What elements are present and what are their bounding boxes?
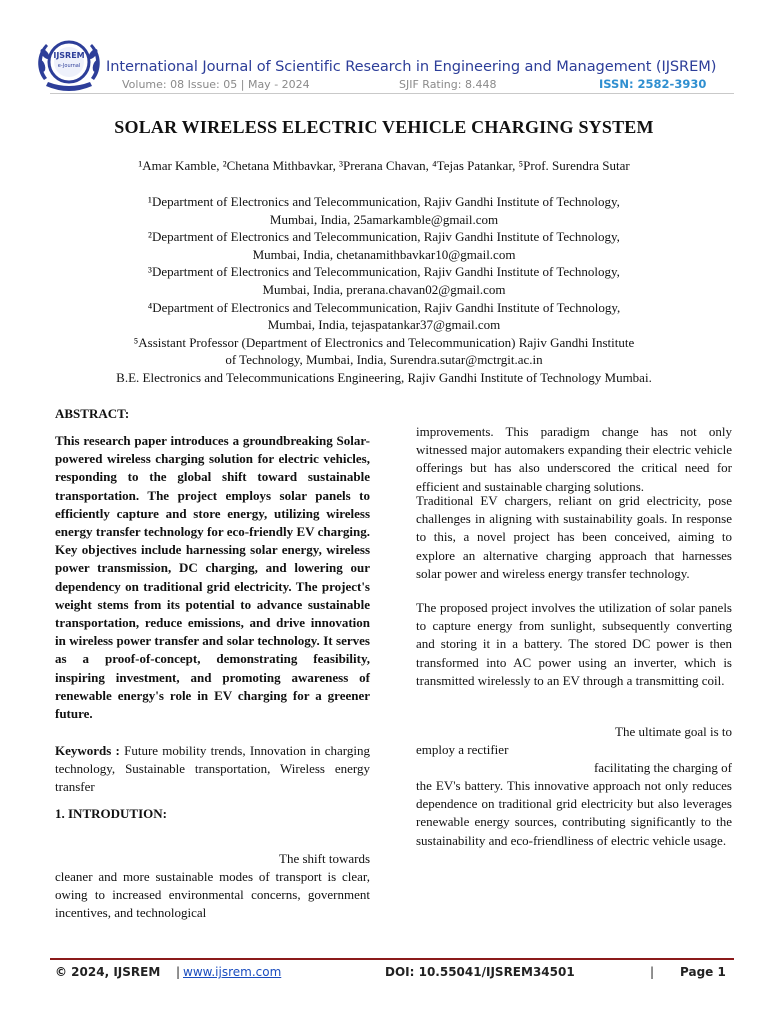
program-line: B.E. Electronics and Telecommunications Engineering, Rajiv Gandhi Institute of Technology Mumbai. (116, 369, 652, 385)
intro-paragraph-3: The proposed project involves the utilization of solar panels to capture energy from sunlight, subsequently converting and storing it in a battery. The stored DC power is then transformed into AC power using an inverter, which is transmitted wirelessly to an EV through a transmitting coil. (416, 600, 732, 688)
footer-rule (50, 958, 734, 960)
logo-top-text: IJSREM (53, 51, 85, 60)
affiliation-line: Mumbai, India, tejaspatankar37@gmail.com (267, 317, 501, 333)
keywords-label: Keywords : (55, 743, 120, 758)
affiliation-line: Mumbai, India, chetanamithbavkar10@gmail.com (252, 246, 516, 262)
footer-doi: DOI: 10.55041/IJSREM34501 (385, 965, 575, 979)
journal-logo (34, 36, 104, 96)
goal-line-2: employ a rectifier (416, 742, 509, 757)
affiliation-line: ⁴Department of Electronics and Telecommunication, Rajiv Gandhi Institute of Technology, (147, 299, 621, 315)
affiliation-line: ¹Department of Electronics and Telecommunication, Rajiv Gandhi Institute of Technology, (148, 194, 620, 209)
intro-text: cleaner and more sustainable modes of transport is clear, owing to increased environmental concerns, government incentives, and technological (55, 869, 370, 921)
intro-paragraph-2: Traditional EV chargers, reliant on grid electricity, pose challenges in aligning with sustainability goals. In response to this, a novel project has been conceived, aiming to explore an alternative charging approach that harnesses solar power and wireless energy transfer technology. (416, 493, 732, 581)
volume-info: Volume: 08 Issue: 05 | May - 2024 (122, 78, 310, 91)
footer-separator: | (176, 965, 181, 979)
footer-separator: | (650, 965, 655, 979)
keywords (55, 742, 370, 797)
sjif-rating: SJIF Rating: 8.448 (399, 78, 497, 91)
paper-title: SOLAR WIRELESS ELECTRIC VEHICLE CHARGING SYSTEM (114, 117, 654, 137)
goal-line-3: facilitating the charging of (593, 760, 732, 775)
author-list: ¹Amar Kamble, ²Chetana Mithbavkar, ³Prerana Chavan, ⁴Tejas Patankar, ⁵Prof. Surendra Sutar (138, 158, 630, 173)
intro-paragraph-1: improvements. This paradigm change has not only witnessed major automakers expanding their electric vehicle offerings but has also underscored the critical need for efficient and sustainable charging solutions. (416, 424, 732, 494)
goal-lead: The ultimate goal is to (615, 724, 732, 739)
abstract-heading: ABSTRACT: (55, 406, 130, 421)
affiliation-line: ⁵Assistant Professor (Department of Electronics and Telecommunication) Rajiv Gandhi Institute (133, 334, 635, 350)
footer-website-link[interactable]: www.ijsrem.com (183, 965, 282, 979)
journal-title: International Journal of Scientific Research in Engineering and Management (IJSREM) (106, 58, 717, 75)
intro-paragraph-4: the EV's battery. This innovative approach not only reduces dependence on traditional grid electricity but also leverages renewable energy sources, contributing significantly to the sustainability and eco-friendliness of electric vehicle usage. (416, 778, 732, 848)
affiliation-line: Mumbai, India, prerana.chavan02@gmail.com (262, 281, 506, 297)
affiliation-line: of Technology, Mumbai, India, Surendra.sutar@mctrgit.ac.in (225, 352, 543, 368)
abstract-text: This research paper introduces a groundbreaking Solar-powered wireless charging solution for electric vehicles, responding to the global shift toward sustainable transportation. The project employs solar panels to efficiently capture and store energy, utilizing wireless energy transfer technology for eco-friendly EV charging. Key objectives include harnessing solar energy, wireless power transmission, DC charging, and lowering our dependency on traditional grid electricity. The project's weight stems from its potential to advance sustainable transportation, reduce emissions, and drive innovation in wireless power transfer and solar technology. It serves as a proof-of-concept, demonstrating feasibility, inspiring investment, and promoting awareness of renewable energy's role in EV charging for a greener future. (55, 433, 370, 722)
logo-bottom-text: e-Journal (57, 63, 81, 69)
intro-lead: The shift towards (279, 851, 370, 866)
affiliations (60, 193, 708, 387)
keywords-text: Future mobility trends, Innovation in charging technology, Sustainable transportation, Wireless energy transfer (55, 743, 370, 795)
intro-heading: 1. INTRODUTION: (55, 806, 167, 821)
header-rule (50, 93, 734, 94)
footer-copyright: © 2024, IJSREM (55, 965, 161, 979)
issn: ISSN: 2582-3930 (599, 77, 707, 91)
affiliation-line: Mumbai, India, 25amarkamble@gmail.com (269, 211, 499, 227)
page-number: Page 1 (680, 965, 726, 979)
affiliation-line: ³Department of Electronics and Telecommunication, Rajiv Gandhi Institute of Technology, (148, 264, 620, 280)
affiliation-line: ²Department of Electronics and Telecommunication, Rajiv Gandhi Institute of Technology, (148, 229, 620, 245)
